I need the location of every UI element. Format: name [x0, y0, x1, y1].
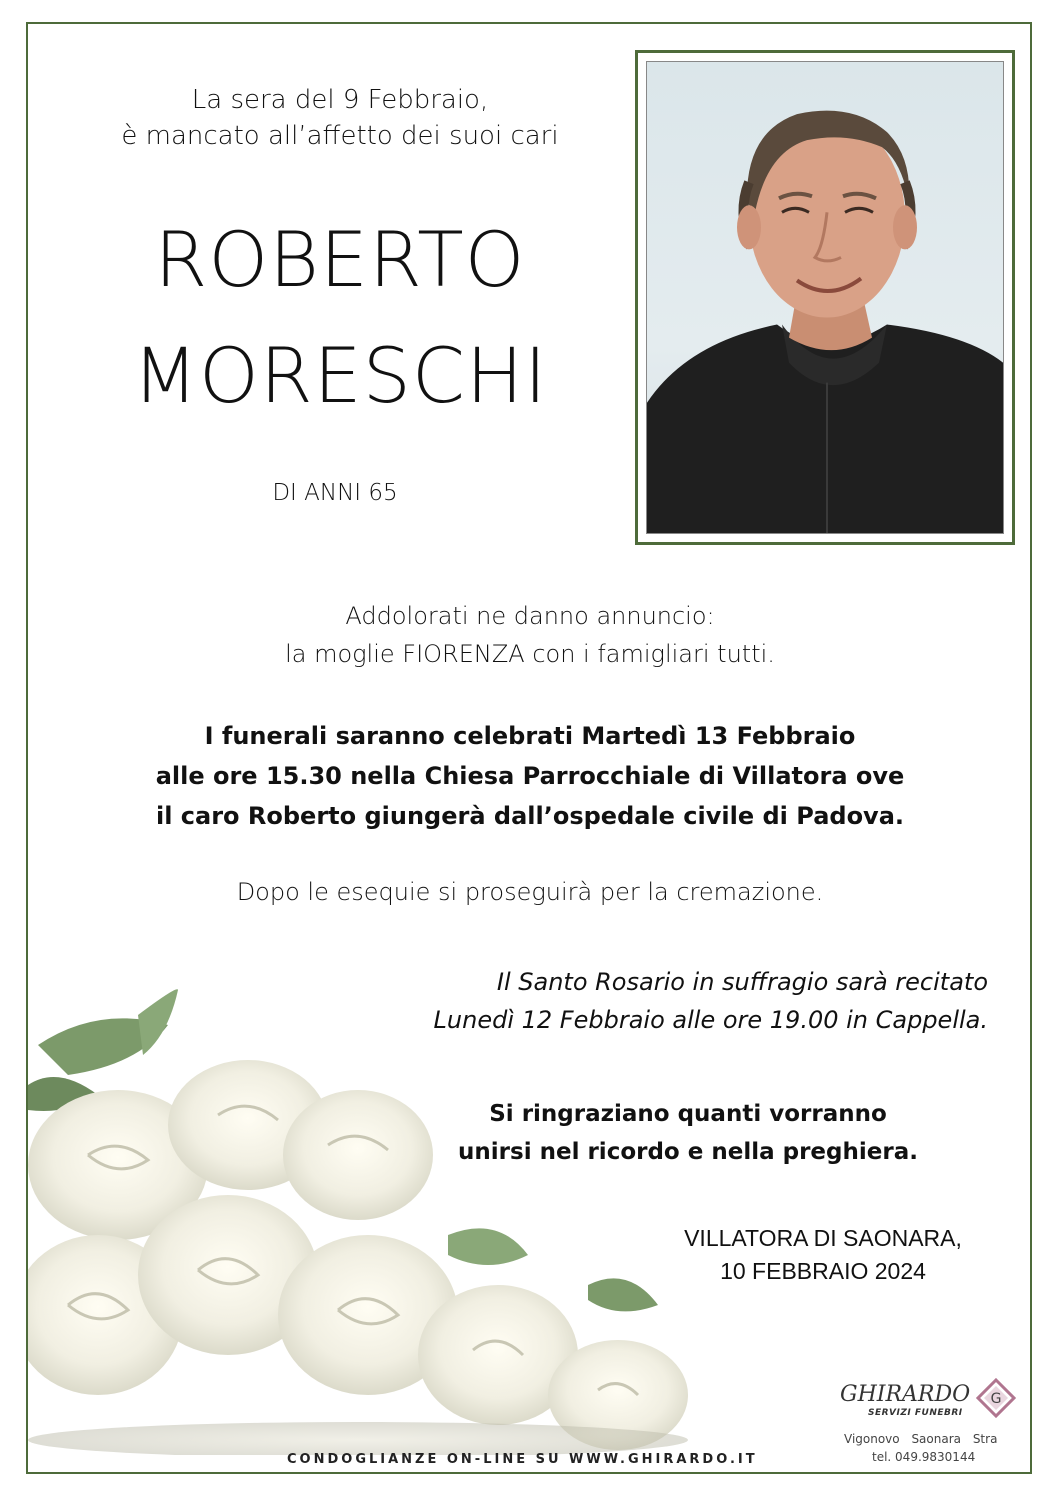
logo-mark-letter: G	[990, 1391, 1002, 1407]
portrait-frame	[635, 50, 1015, 545]
intro-line-1: La sera del 9 Febbraio,	[191, 85, 489, 115]
logo-towns: Vigonovo Saonara Stra	[844, 1432, 998, 1446]
logo-name: GHIRARDO	[840, 1382, 971, 1407]
funeral-line-3: il caro Roberto giungerà dall’ospedale civile di Padova.	[155, 802, 905, 830]
announcement-line-1: Addolorati ne danno annuncio:	[345, 602, 715, 630]
announcement-line-2: la moglie FIORENZA con i famigliari tutti.	[285, 640, 775, 668]
rosary-line-2: Lunedì 12 Febbraio alle ore 19.00 in Cappella.	[433, 1006, 988, 1034]
intro-line-2: è mancato all’affetto dei suoi cari	[121, 121, 559, 151]
logo-subtitle: SERVIZI FUNEBRI	[868, 1408, 963, 1418]
thanks-line-1: Si ringraziano quanti vorranno	[489, 1101, 887, 1127]
funeral-line-2: alle ore 15.30 nella Chiesa Parrocchiale di Villatora ove	[155, 762, 905, 790]
logo-phone: tel. 049.9830144	[872, 1450, 976, 1464]
announcement	[130, 597, 930, 673]
age: DI ANNI 65	[272, 480, 398, 506]
condolences-footer: CONDOGLIANZE ON-LINE SU WWW.GHIRARDO.IT	[287, 1452, 758, 1467]
white-roses-image	[28, 985, 708, 1455]
portrait-photo	[646, 61, 1004, 534]
date: 10 FEBBRAIO 2024	[720, 1258, 926, 1284]
first-name: ROBERTO	[154, 215, 526, 304]
cremation-note: Dopo le esequie si proseguirà per la cremazione.	[236, 878, 824, 906]
thanks-line-2: unirsi nel ricordo e nella preghiera.	[458, 1139, 918, 1165]
rosary-line-1: Il Santo Rosario in suffragio sarà recitato	[496, 968, 988, 996]
portrait-illustration	[647, 62, 1003, 533]
last-name: MORESCHI	[132, 331, 548, 420]
funeral-details	[60, 716, 1000, 836]
funeral-line-1: I funerali saranno celebrati Martedì 13 Febbraio	[204, 722, 856, 750]
place: VILLATORA DI SAONARA,	[684, 1225, 962, 1251]
logo-g-mark-icon	[976, 1378, 1016, 1418]
funeral-home-logo	[830, 1378, 1030, 1468]
intro-text	[60, 82, 620, 154]
